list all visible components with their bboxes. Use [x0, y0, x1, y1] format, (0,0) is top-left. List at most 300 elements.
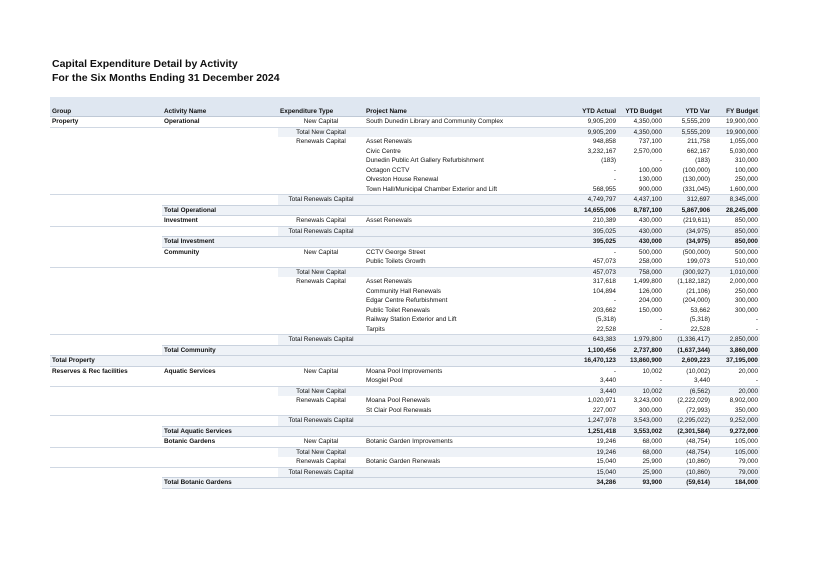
ytd-budget-cell: 93,900	[618, 478, 664, 489]
col-header-project: Project Name	[364, 107, 576, 117]
activity-cell	[162, 127, 278, 137]
ytd-var-cell: (34,975)	[664, 237, 712, 248]
ytd-budget-cell: 3,553,002	[618, 426, 664, 437]
fy-budget-cell: 2,000,000	[729, 278, 758, 285]
fy-budget-cell: 510,000	[734, 258, 758, 265]
activity-cell	[162, 195, 278, 206]
expenditure-type-cell: Total New Capital	[278, 386, 364, 396]
group-cell	[50, 277, 162, 287]
table-row	[50, 406, 760, 416]
ytd-budget-cell: 430,000	[638, 217, 662, 224]
group-cell	[50, 335, 162, 346]
ytd-var-cell: (10,860)	[686, 458, 710, 465]
expenditure-type-cell: Total New Capital	[278, 267, 364, 277]
col-header-ytd-actual: YTD Actual	[576, 107, 618, 117]
ytd-budget-cell: 4,437,100	[618, 195, 664, 206]
expenditure-type-cell	[278, 345, 364, 356]
ytd-var-cell: 2,609,223	[664, 356, 712, 367]
activity-cell: Total Operational	[162, 205, 278, 216]
ytd-var-cell: (1,637,344)	[664, 345, 712, 356]
table-row	[50, 185, 760, 195]
group-cell	[50, 147, 162, 157]
activity-cell	[162, 267, 278, 277]
expenditure-type-cell	[278, 205, 364, 216]
table-row	[50, 267, 760, 277]
activity-cell	[162, 406, 278, 416]
group-cell	[50, 267, 162, 277]
group-cell	[50, 237, 162, 248]
ytd-budget-cell: 500,000	[638, 248, 662, 256]
activity-cell: Aquatic Services	[164, 367, 216, 375]
ytd-var-cell: (219,611)	[683, 217, 710, 224]
activity-cell	[162, 356, 278, 367]
ytd-budget-cell: -	[659, 377, 662, 384]
table-row	[50, 216, 760, 227]
col-header-activity: Activity Name	[162, 107, 278, 117]
project-cell: Dunedin Public Art Gallery Refurbishment	[366, 157, 484, 164]
project-cell	[364, 195, 576, 206]
ytd-budget-cell: -	[659, 157, 662, 164]
ytd-actual-cell: 3,440	[600, 377, 616, 384]
project-cell: Public Toilet Renewals	[366, 306, 430, 314]
project-cell	[364, 386, 576, 396]
expenditure-type-cell: New Capital	[303, 367, 339, 375]
activity-cell	[162, 306, 278, 316]
activity-cell	[162, 287, 278, 297]
ytd-actual-cell: 15,040	[576, 467, 618, 478]
ytd-budget-cell: 25,900	[618, 467, 664, 478]
group-cell	[50, 467, 162, 478]
ytd-actual-cell: 14,655,006	[576, 205, 618, 216]
group-cell	[50, 416, 162, 427]
ytd-actual-cell: 3,232,167	[587, 147, 616, 155]
ytd-var-cell: (59,614)	[664, 478, 712, 489]
table-row	[50, 396, 760, 406]
ytd-actual-cell: 104,894	[592, 287, 616, 295]
fy-budget-cell: -	[755, 316, 758, 323]
ytd-actual-cell: -	[613, 176, 616, 183]
table-body	[50, 117, 760, 489]
fy-budget-cell: 350,000	[734, 406, 758, 414]
activity-cell	[162, 325, 278, 335]
ytd-actual-cell: 34,286	[576, 478, 618, 489]
fy-budget-cell: 105,000	[734, 438, 758, 445]
activity-cell	[162, 416, 278, 427]
table-row	[50, 386, 760, 396]
project-cell: Olveston House Renewal	[366, 176, 439, 183]
expenditure-type-cell	[278, 315, 364, 325]
project-cell	[364, 226, 576, 237]
ytd-actual-cell: 9,905,209	[576, 127, 618, 137]
ytd-var-cell: (500,000)	[682, 248, 710, 256]
group-cell	[50, 426, 162, 437]
project-cell	[364, 416, 576, 427]
expenditure-type-cell: Total Renewals Capital	[278, 467, 364, 478]
fy-budget-cell: 9,252,000	[712, 416, 760, 427]
group-cell	[50, 287, 162, 297]
table-row	[50, 237, 760, 248]
fy-budget-cell: 850,000	[712, 226, 760, 237]
activity-cell	[162, 447, 278, 457]
ytd-var-cell: (100,000)	[682, 166, 710, 174]
project-cell: Botanic Garden Improvements	[366, 438, 453, 445]
report-subtitle: For the Six Months Ending 31 December 2024	[52, 72, 280, 84]
table-header-row	[50, 107, 760, 117]
ytd-actual-cell: (183)	[601, 157, 616, 164]
table-row	[50, 296, 760, 306]
activity-cell	[162, 315, 278, 325]
ytd-budget-cell: 2,570,000	[633, 147, 662, 155]
project-cell	[364, 447, 576, 457]
ytd-actual-cell: 395,025	[576, 226, 618, 237]
ytd-var-cell: 199,073	[686, 258, 710, 265]
fy-budget-cell: 79,000	[738, 458, 758, 465]
project-cell	[364, 356, 576, 367]
ytd-actual-cell: 9,905,209	[587, 118, 616, 125]
expenditure-type-cell: Renewals Capital	[296, 397, 346, 404]
ytd-budget-cell: 758,000	[618, 267, 664, 277]
ytd-var-cell: 5,555,209	[664, 127, 712, 137]
ytd-var-cell: 53,662	[690, 306, 710, 314]
expenditure-type-cell	[278, 185, 364, 195]
expenditure-type-cell	[278, 306, 364, 316]
activity-cell	[162, 156, 278, 166]
ytd-actual-cell: 3,440	[576, 386, 618, 396]
activity-cell: Total Botanic Gardens	[162, 478, 278, 489]
expenditure-type-cell: Renewals Capital	[296, 217, 346, 224]
table-row	[50, 205, 760, 216]
ytd-budget-cell: 430,000	[618, 237, 664, 248]
table-row	[50, 366, 760, 376]
expenditure-type-cell	[278, 296, 364, 306]
group-cell	[50, 386, 162, 396]
ytd-var-cell: (34,975)	[664, 226, 712, 237]
ytd-budget-cell: 25,900	[642, 458, 662, 465]
expenditure-type-cell	[278, 426, 364, 437]
ytd-var-cell: (1,336,417)	[664, 335, 712, 346]
col-header-expenditure-type: Expenditure Type	[278, 107, 364, 117]
project-cell	[364, 205, 576, 216]
ytd-budget-cell: 2,737,800	[618, 345, 664, 356]
table-row	[50, 376, 760, 386]
table-row	[50, 137, 760, 147]
expenditure-type-cell	[278, 175, 364, 185]
expenditure-type-cell	[278, 376, 364, 386]
table-row	[50, 117, 760, 128]
expenditure-type-cell: Total Renewals Capital	[278, 195, 364, 206]
group-cell	[50, 226, 162, 237]
table-row	[50, 226, 760, 237]
ytd-actual-cell: 203,662	[592, 306, 616, 314]
col-header-group: Group	[50, 107, 162, 117]
project-cell: Community Hall Renewals	[366, 287, 441, 295]
table-row	[50, 127, 760, 137]
project-cell: St Clair Pool Renewals	[366, 406, 432, 414]
ytd-budget-cell: 10,002	[618, 386, 664, 396]
ytd-budget-cell: 204,000	[638, 297, 662, 304]
ytd-var-cell: 662,167	[686, 147, 710, 155]
project-cell	[364, 127, 576, 137]
ytd-budget-cell: 3,543,000	[618, 416, 664, 427]
ytd-budget-cell: -	[659, 325, 662, 333]
activity-cell	[162, 457, 278, 467]
ytd-var-cell: (10,860)	[664, 467, 712, 478]
ytd-budget-cell: 430,000	[618, 226, 664, 237]
table-row	[50, 287, 760, 297]
group-cell	[50, 296, 162, 306]
expenditure-type-cell: Total Renewals Capital	[278, 416, 364, 427]
expenditure-type-cell: Total Renewals Capital	[278, 226, 364, 237]
expenditure-type-cell: Total New Capital	[278, 447, 364, 457]
ytd-actual-cell: 395,025	[576, 237, 618, 248]
expenditure-type-cell: Renewals Capital	[296, 458, 346, 465]
group-cell	[50, 406, 162, 416]
table-row	[50, 277, 760, 287]
ytd-var-cell: (183)	[695, 157, 710, 164]
report-title: Capital Expenditure Detail by Activity	[52, 58, 238, 70]
ytd-var-cell: (2,222,029)	[677, 397, 710, 404]
table-row	[50, 325, 760, 335]
ytd-actual-cell: 16,470,123	[576, 356, 618, 367]
group-cell	[50, 247, 162, 257]
activity-cell	[162, 376, 278, 386]
activity-cell	[162, 335, 278, 346]
group-cell	[50, 156, 162, 166]
activity-cell	[162, 166, 278, 176]
project-cell: Edgar Centre Refurbishment	[366, 297, 448, 304]
ytd-actual-cell: 22,528	[596, 325, 616, 333]
expenditure-type-cell: Total Renewals Capital	[278, 335, 364, 346]
ytd-budget-cell: -	[659, 316, 662, 323]
ytd-var-cell: (10,002)	[686, 367, 710, 375]
fy-budget-cell: 2,850,000	[712, 335, 760, 346]
ytd-var-cell: (2,301,584)	[664, 426, 712, 437]
group-cell	[50, 137, 162, 147]
ytd-budget-cell: 8,787,100	[618, 205, 664, 216]
activity-cell	[162, 396, 278, 406]
ytd-var-cell: (72,993)	[686, 406, 710, 414]
project-cell: Tarpits	[366, 325, 385, 333]
activity-cell: Total Community	[162, 345, 278, 356]
table-row	[50, 437, 760, 448]
project-cell: Moana Pool Improvements	[366, 367, 443, 375]
table-row	[50, 156, 760, 166]
fy-budget-cell: 8,345,000	[712, 195, 760, 206]
expenditure-type-cell: New Capital	[303, 438, 339, 445]
expenditure-type-cell	[278, 406, 364, 416]
fy-budget-cell: 250,000	[734, 176, 758, 183]
table-row	[50, 447, 760, 457]
activity-cell	[162, 257, 278, 267]
fy-budget-cell: 850,000	[712, 237, 760, 248]
group-cell	[50, 325, 162, 335]
fy-budget-cell: 79,000	[712, 467, 760, 478]
fy-budget-cell: 9,272,000	[712, 426, 760, 437]
ytd-var-cell: (48,754)	[664, 447, 712, 457]
activity-cell	[162, 386, 278, 396]
group-cell	[50, 257, 162, 267]
expenditure-type-cell: Renewals Capital	[296, 138, 346, 145]
expenditure-type-cell	[278, 257, 364, 267]
fy-budget-cell: 20,000	[738, 367, 758, 375]
col-header-ytd-budget: YTD Budget	[618, 107, 664, 117]
ytd-var-cell: (204,000)	[682, 297, 710, 304]
table-row	[50, 195, 760, 206]
fy-budget-cell: 19,900,000	[726, 118, 758, 125]
table-row	[50, 306, 760, 316]
table-row	[50, 147, 760, 157]
project-cell	[364, 467, 576, 478]
table-row	[50, 166, 760, 176]
project-cell: CCTV George Street	[366, 248, 426, 256]
ytd-actual-cell: -	[613, 367, 616, 375]
group-cell	[50, 457, 162, 467]
ytd-actual-cell: 15,040	[596, 458, 616, 465]
table-row	[50, 345, 760, 356]
project-cell	[364, 345, 576, 356]
group-cell	[50, 166, 162, 176]
ytd-var-cell: (48,754)	[686, 438, 710, 445]
expenditure-type-cell	[278, 156, 364, 166]
fy-budget-cell: 3,860,000	[712, 345, 760, 356]
ytd-budget-cell: 68,000	[618, 447, 664, 457]
ytd-budget-cell: 130,000	[638, 176, 662, 183]
ytd-var-cell: 5,867,906	[664, 205, 712, 216]
project-cell: Railway Station Exterior and Lift	[366, 316, 457, 323]
group-cell	[50, 195, 162, 206]
fy-budget-cell: 300,000	[734, 306, 758, 314]
ytd-actual-cell: 210,389	[592, 217, 616, 224]
group-cell: Reserves & Rec facilities	[52, 367, 128, 375]
ytd-actual-cell: 19,246	[596, 438, 616, 445]
group-cell: Property	[52, 118, 79, 125]
activity-cell	[162, 137, 278, 147]
project-cell	[364, 426, 576, 437]
activity-cell: Operational	[164, 118, 200, 125]
project-cell: Mosgiel Pool	[366, 377, 403, 384]
ytd-actual-cell: 1,251,418	[576, 426, 618, 437]
fy-budget-cell: 20,000	[712, 386, 760, 396]
project-cell	[364, 237, 576, 248]
fy-budget-cell: -	[755, 377, 758, 384]
table-row	[50, 457, 760, 467]
activity-cell	[162, 226, 278, 237]
ytd-var-cell: (21,106)	[686, 287, 710, 295]
activity-cell	[162, 277, 278, 287]
expenditure-type-cell	[278, 147, 364, 157]
ytd-var-cell: (300,927)	[664, 267, 712, 277]
ytd-actual-cell: 1,020,971	[587, 397, 616, 404]
project-cell: Moana Pool Renewals	[366, 397, 430, 404]
project-cell	[364, 335, 576, 346]
group-cell	[50, 478, 162, 489]
table-row	[50, 335, 760, 346]
ytd-actual-cell: 1,247,978	[576, 416, 618, 427]
col-header-fy-budget: FY Budget	[712, 107, 760, 117]
project-cell: South Dunedin Library and Community Complex	[366, 118, 504, 125]
ytd-budget-cell: 1,979,800	[618, 335, 664, 346]
ytd-var-cell: 22,528	[690, 325, 710, 333]
expenditure-type-cell: Renewals Capital	[296, 278, 346, 285]
ytd-var-cell: (6,562)	[664, 386, 712, 396]
fy-budget-cell: 1,055,000	[729, 138, 758, 145]
ytd-budget-cell: 737,100	[638, 138, 662, 145]
ytd-var-cell: (1,182,182)	[677, 278, 710, 285]
project-cell: Civic Centre	[366, 147, 401, 155]
expenditure-type-cell	[278, 478, 364, 489]
group-cell	[50, 345, 162, 356]
expenditure-type-cell: Total New Capital	[278, 127, 364, 137]
expenditure-type-cell	[278, 356, 364, 367]
fy-budget-cell: 5,030,000	[729, 147, 758, 155]
ytd-budget-cell: 300,000	[638, 406, 662, 414]
activity-cell: Total Aquatic Services	[162, 426, 278, 437]
ytd-var-cell: (5,318)	[689, 316, 710, 323]
group-cell	[50, 127, 162, 137]
ytd-budget-cell: 68,000	[642, 438, 662, 445]
fy-budget-cell: 300,000	[734, 297, 758, 304]
ytd-actual-cell: 643,383	[576, 335, 618, 346]
ytd-var-cell: (2,295,022)	[664, 416, 712, 427]
ytd-actual-cell: 317,618	[592, 278, 616, 285]
ytd-budget-cell: 4,350,000	[618, 127, 664, 137]
expenditure-type-cell: New Capital	[303, 118, 339, 125]
activity-cell: Investment	[164, 217, 198, 224]
ytd-budget-cell: 900,000	[638, 185, 662, 193]
fy-budget-cell: 310,000	[734, 157, 758, 164]
fy-budget-cell: 8,902,000	[729, 397, 758, 404]
group-cell	[50, 175, 162, 185]
ytd-actual-cell: -	[613, 297, 616, 304]
ytd-actual-cell: 457,073	[576, 267, 618, 277]
activity-cell: Total Investment	[162, 237, 278, 248]
table-row	[50, 247, 760, 257]
ytd-budget-cell: 100,000	[638, 166, 662, 174]
fy-budget-cell: 100,000	[734, 166, 758, 174]
fy-budget-cell: 850,000	[734, 217, 758, 224]
fy-budget-cell: 19,900,000	[712, 127, 760, 137]
group-cell	[50, 185, 162, 195]
fy-budget-cell: 105,000	[712, 447, 760, 457]
project-cell: Town Hall/Municipal Chamber Exterior and Lift	[366, 185, 498, 193]
fy-budget-cell: 184,000	[712, 478, 760, 489]
fy-budget-cell: 1,600,000	[729, 185, 758, 193]
ytd-var-cell: (130,000)	[682, 176, 710, 183]
activity-cell: Community	[164, 248, 200, 256]
activity-cell	[162, 147, 278, 157]
activity-cell	[162, 175, 278, 185]
project-cell: Public Toilets Growth	[366, 258, 426, 265]
ytd-actual-cell: 568,955	[592, 185, 616, 193]
project-cell: Asset Renewals	[366, 217, 412, 224]
project-cell: Botanic Garden Renewals	[366, 458, 441, 465]
project-cell	[364, 267, 576, 277]
ytd-var-cell: 3,440	[694, 377, 710, 384]
ytd-budget-cell: 3,243,000	[633, 397, 662, 404]
activity-cell	[162, 467, 278, 478]
ytd-actual-cell: 227,007	[592, 406, 616, 414]
col-header-ytd-var: YTD Var	[664, 107, 712, 117]
ytd-var-cell: 211,758	[687, 138, 710, 145]
table-row	[50, 416, 760, 427]
ytd-actual-cell: 4,749,797	[576, 195, 618, 206]
group-cell	[50, 216, 162, 227]
ytd-var-cell: (331,045)	[682, 185, 710, 193]
fy-budget-cell: -	[755, 325, 758, 333]
ytd-budget-cell: 10,002	[642, 367, 662, 375]
expenditure-type-cell: New Capital	[303, 248, 339, 256]
ytd-budget-cell: 126,000	[638, 287, 662, 295]
